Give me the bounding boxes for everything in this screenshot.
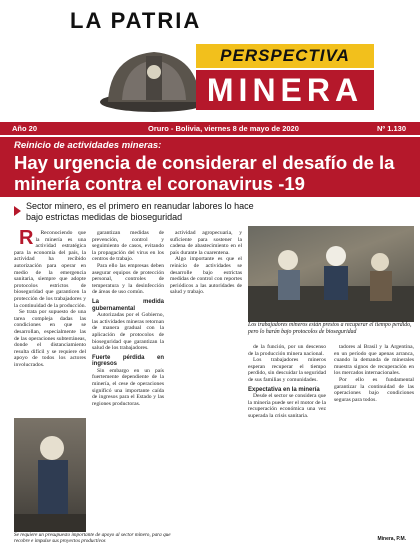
subheading: La medida gubernamental [92, 298, 164, 312]
deck-arrow-icon [14, 206, 21, 216]
column-paragraph: Algo importante es que el reinicio de actividades se desarrolle bajo estrictas medidas de control con reportes periódicos a las autoridades de salud y trabajo. [170, 256, 242, 296]
issue-dateline: Oruro - Bolivia, viernes 8 de mayo de 2020 [148, 124, 299, 133]
column-paragraph: Por ello es fundamental garantizar la continuidad de las operaciones bajo condiciones seguras para todos. [334, 376, 414, 403]
section-logo [196, 44, 374, 110]
miners-photo [248, 226, 414, 322]
miner-photo [14, 418, 86, 532]
column-paragraph: de la función, por un descenso de la producción minera nacional. [248, 344, 326, 357]
column-paragraph: R Reconociendo que la minería es una actividad estratégica para la economía del país, la actividad ha recibido autorización para operar en medio de la emergencia sanitaria, siempre que adopte protocolos estrictos de bioseguridad que garanticen la protección de los trabajadores y la continuidad de la producción. [14, 230, 86, 309]
column-paragraph: actividad agropecuaria, y suficiente para sostener la cadena de abastecimiento en el país durante la cuarentena. [170, 230, 242, 256]
column-paragraph: Desde el sector se considera que la minería puede ser el motor de la recuperación económica una vez superada la crisis sanitaria. [248, 393, 326, 419]
miners-image [248, 226, 414, 322]
headline: Hay urgencia de considerar el desafío de la minería contra el coronavirus -19 [14, 152, 395, 194]
column-paragraph: Para ello las empresas deben asegurar equipos de protección personal, controles de temperatura y la desinfección de áreas de uso común. [92, 262, 164, 296]
deck: Sector minero, es el primero en reanudar labores lo hace bajo estrictas medidas de bioseguridad [26, 201, 254, 222]
photo-caption-left: Se requiere un presupuesto importante de apoyo al sector minero, para que recobre e impulse sus proyectos productivos [14, 532, 171, 544]
column-paragraph: Autorizadas por el Gobierno, las actividades mineras retornan de manera gradual con la aplicación de protocolos de bioseguridad que garantizan la salud de los trabajadores. [92, 312, 164, 352]
subheading: Expectativa en la minería [248, 386, 320, 393]
subheading: Fuerte pérdida en ingresos [92, 354, 164, 368]
kicker: Reinicio de actividades mineras: [14, 140, 162, 151]
column-5 [334, 344, 414, 532]
section-title-top: PERSPECTIVA [196, 44, 374, 68]
column-paragraph: Sin embargo en un país fuertemente dependiente de la minería, el cese de operaciones significó una importante caída de ingresos para el Estado y las regiones productoras. [92, 367, 164, 407]
issue-bar [0, 122, 420, 135]
section-title-bottom: MINERA [196, 70, 374, 110]
credit: Minera, P.M. [377, 536, 406, 542]
column-paragraph: tadores al Brasil y la Argentina, en un período que apenas arranca, cuando la demanda de minerales muestra signos de recuperación en los mercados internacionales. [334, 344, 414, 377]
column-3 [170, 230, 242, 532]
column-4 [248, 344, 326, 532]
column-2 [92, 230, 164, 532]
newspaper-name: LA PATRIA [70, 8, 202, 33]
issue-year: Año 20 [12, 124, 38, 133]
issue-number: Nº 1.130 [376, 124, 406, 133]
miner-image [14, 418, 86, 532]
drop-cap: R [19, 230, 34, 249]
column-1 [14, 230, 86, 414]
masthead [0, 0, 420, 122]
photo-caption: Los trabajadores mineros están prestos a recuperar el tiempo perdido, pero lo harán bajo protocolos de bioseguridad [248, 322, 412, 335]
column-paragraph: garantizan medidas de prevención, control y seguimiento de casos, evitando la propagación del virus en los centros de trabajo. [92, 230, 164, 263]
column-paragraph: Se trata por supuesto de una tarea compleja dadas las condiciones en que se desarrollan, especialmente las de las operaciones subterráneas, donde el distanciamiento resulta difícil y se requiere del apoyo de todos los actores involucrados. [14, 309, 86, 368]
column-paragraph: Los trabajadores mineros esperan recuperar el tiempo perdido, sin descuidar la seguridad de sus familias y comunidades. [248, 357, 326, 383]
